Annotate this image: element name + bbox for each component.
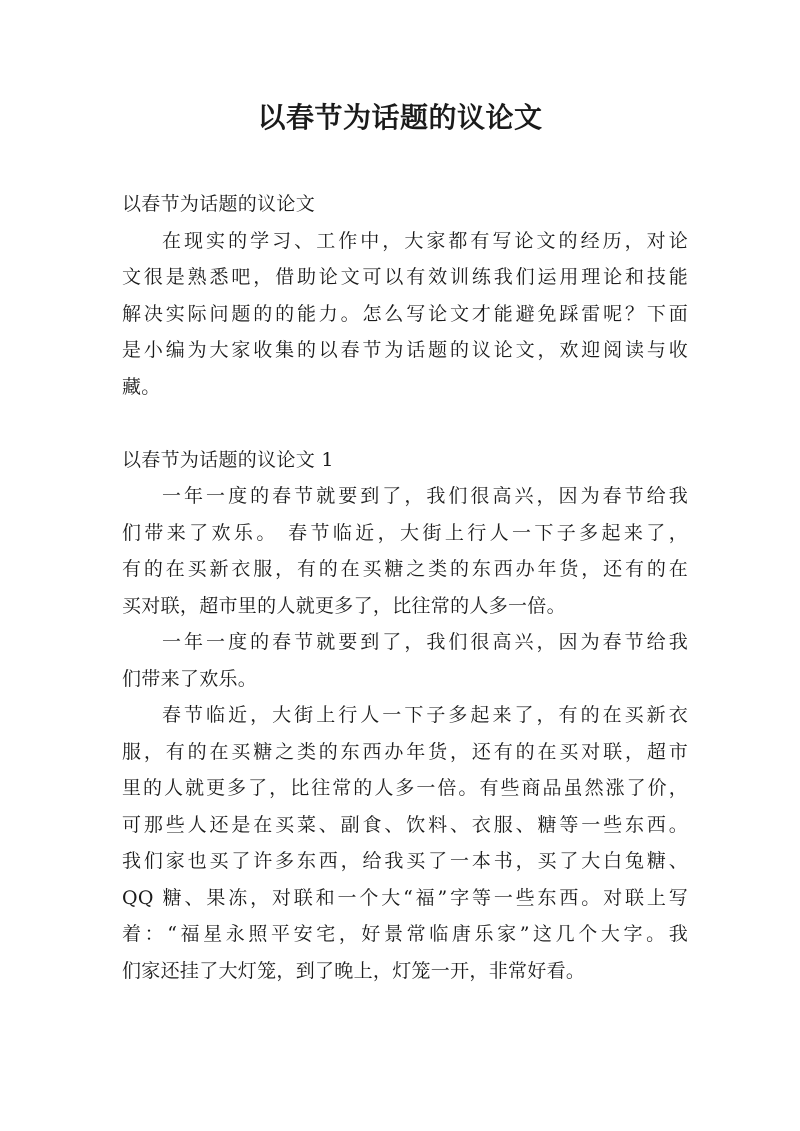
- text-line: 可那些人还是在买菜、副食、饮料、衣服、糖等一些东西。: [122, 813, 688, 836]
- text-line: 着：“福星永照平安宅，好景常临唐乐家”这几个大字。我: [122, 923, 688, 945]
- text-line: 一年一度的春节就要到了，我们很高兴，因为春节给我: [162, 631, 688, 653]
- text-line: 们家还挂了大灯笼，到了晚上，灯笼一开，非常好看。: [122, 959, 586, 982]
- paragraph-2: [122, 624, 688, 697]
- document-body: [122, 186, 688, 989]
- text-line: 里的人就更多了，比往常的人多一倍。有些商品虽然涨了价，: [122, 777, 688, 799]
- paragraph-1: [122, 478, 688, 624]
- intro-heading: 以春节为话题的议论文: [122, 193, 316, 215]
- intro-paragraph: [122, 223, 688, 406]
- text-line: 一年一度的春节就要到了，我们很高兴，因为春节给我: [162, 485, 688, 507]
- text-line: 买对联，超市里的人就更多了，比往常的人多一倍。: [122, 594, 566, 617]
- section-heading: 以春节为话题的议论文 1: [122, 448, 334, 471]
- document-title: 以春节为话题的议论文: [257, 101, 543, 134]
- text-line: 解决实际问题的的能力。怎么写论文才能避免踩雷呢？下面: [122, 302, 688, 325]
- text-line: 有的在买新衣服，有的在买糖之类的东西办年货，还有的在: [122, 558, 688, 580]
- text-line: 服，有的在买糖之类的东西办年货，还有的在买对联，超市: [122, 740, 688, 763]
- blank-line: [122, 405, 688, 442]
- text-line: QQ 糖、果冻，对联和一个大“福”字等一些东西。对联上写: [122, 886, 688, 909]
- text-line: 在现实的学习、工作中，大家都有写论文的经历，对论: [162, 229, 688, 252]
- text-line: 们带来了欢乐。 春节临近，大街上行人一下子多起来了，: [122, 521, 688, 544]
- text-line: 们带来了欢乐。: [122, 667, 258, 690]
- text-line: 是小编为大家收集的以春节为话题的议论文，欢迎阅读与收: [122, 339, 688, 361]
- text-line: 我们家也买了许多东西，给我买了一本书，买了大白兔糖、: [122, 850, 688, 872]
- text-line: 藏。: [122, 375, 161, 398]
- paragraph-3: [122, 697, 688, 989]
- text-line: 文很是熟悉吧，借助论文可以有效训练我们运用理论和技能: [122, 266, 688, 288]
- text-line: 春节临近，大街上行人一下子多起来了，有的在买新衣: [162, 704, 688, 726]
